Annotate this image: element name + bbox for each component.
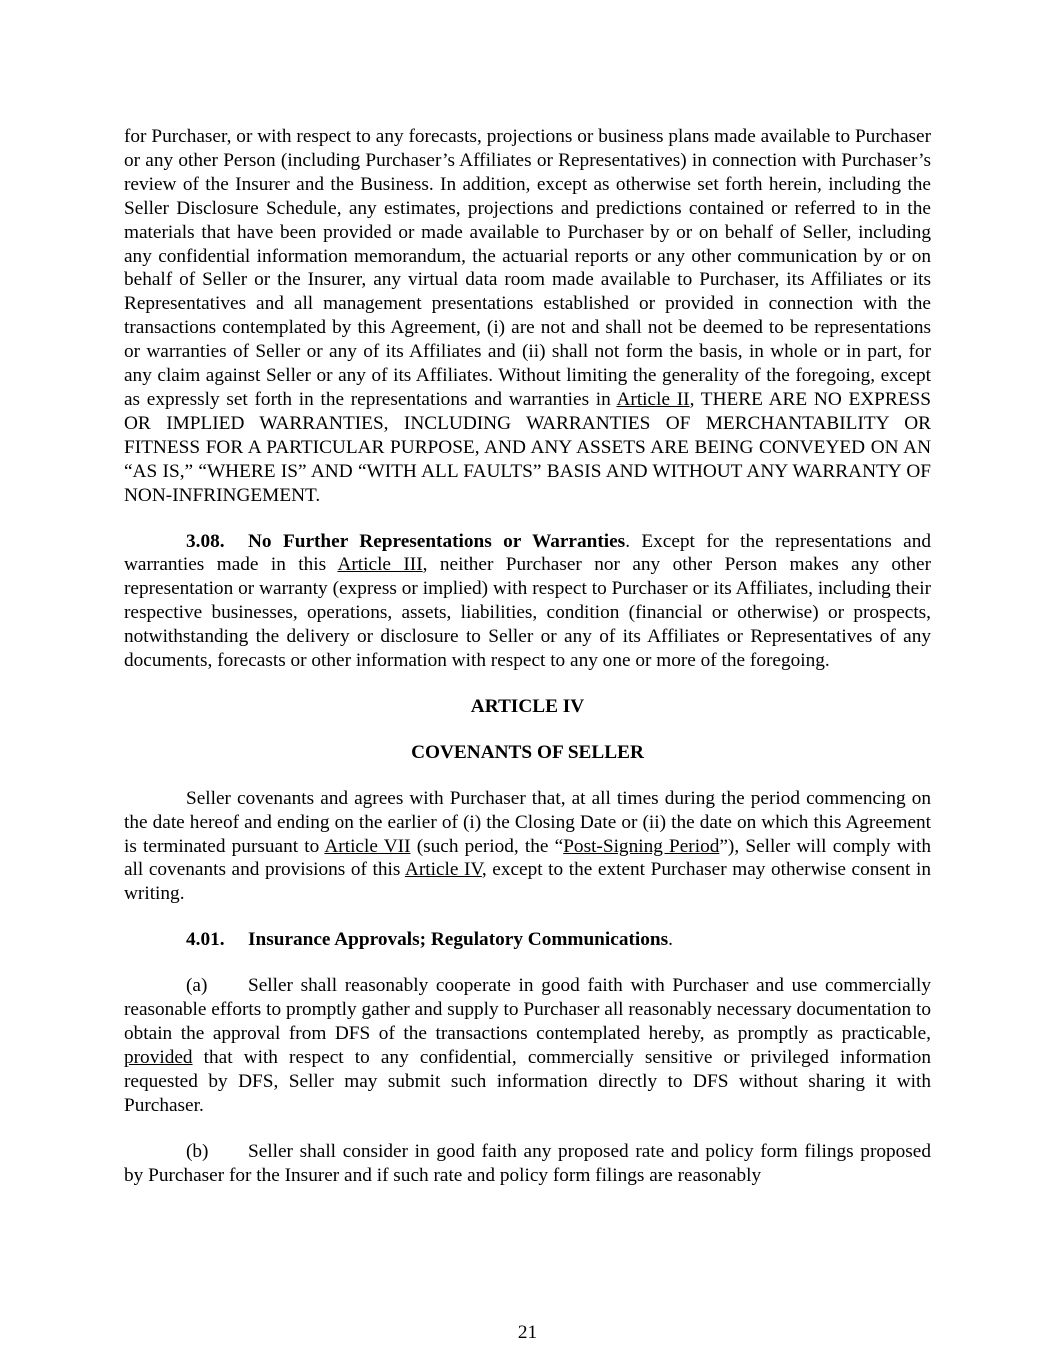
section-title: Insurance Approvals; Regulatory Communications: [248, 929, 669, 951]
section-number: 4.01.: [186, 929, 225, 951]
section-3-08-paragraph: 3.08. No Further Representations or Warranties. Except for the representations and warranties made in this Article III, neither Purchaser nor any other Person makes any other representation or warranty (express or implied) with respect to Purchaser or its Affiliates, including their respective businesses, operations, assets, liabilities, condition (financial or otherwise) or prospects, notwithstanding the delivery or disclosure to Seller or any of its Affiliates or Representatives of any documents, forecasts or other information with respect to any one or more of the foregoing.: [124, 530, 932, 672]
subparagraph-a: (a) Seller shall reasonably cooperate in good faith with Purchaser and use commercially reasonable efforts to promptly gather and supply to Purchaser all reasonably necessary documentation to obtain the approval from DFS of the transactions contemplated hereby, as promptly as practicable, provided that with respect to any confidential, commercially sensitive or privileged information requested by DFS, Seller may submit such information directly to DFS without sharing it with Purchaser.: [124, 975, 931, 1116]
article-vii-reference: Article VII: [324, 835, 411, 857]
section-4-01-heading: 4.01. Insurance Approvals; Regulatory Communications.: [186, 929, 673, 951]
article-iii-reference: Article III: [337, 554, 423, 576]
document-page: [124, 125, 931, 1187]
article-heading: ARTICLE IV: [470, 695, 585, 717]
continuation-paragraph: for Purchaser, or with respect to any forecasts, projections or business plans made available to Purchaser or any other Person (including Purchaser’s Affiliates or Representatives) in connection with Purchaser’s review of the Insurer and the Business. In addition, except as otherwise set forth herein, including the Seller Disclosure Schedule, any estimates, projections and predictions contained or referred to in the materials that have been provided or made available to Purchaser by or on behalf of Seller, including any confidential information memorandum, the actuarial reports or any other communication by or on behalf of Seller or the Insurer, any virtual data room made available to Purchaser, its Affiliates or its Representatives and all management presentations established or provided in connection with the transactions contemplated by this Agreement, (i) are not and shall not be deemed to be representations or warranties of Seller or any of its Affiliates and (ii) shall not form the basis, in whole or in part, for any claim against Seller or any of its Affiliates. Without limiting the generality of the foregoing, except as expressly set forth in the representations and warranties in Article II, THERE ARE NO EXPRESS OR IMPLIED WARRANTIES, INCLUDING WARRANTIES OF MERCHANTABILITY OR FITNESS FOR A PARTICULAR PURPOSE, AND ANY ASSETS ARE BEING CONVEYED ON AN “AS IS,” “WHERE IS” AND “WITH ALL FAULTS” BASIS AND WITHOUT ANY WARRANTY OF NON-INFRINGEMENT.: [124, 126, 931, 506]
subparagraph-label: (a): [186, 975, 208, 997]
article-iv-reference: Article IV: [404, 859, 482, 881]
defined-term: Post-Signing Period: [563, 835, 720, 857]
covenants-intro-paragraph: Seller covenants and agrees with Purchaser that, at all times during the period commencing on the date hereof and ending on the earlier of (i) the Closing Date or (ii) the date on which this Agreement is terminated pursuant to Article VII (such period, the “Post-Signing Period”), Seller will comply with all covenants and provisions of this Article IV, except to the extent Purchaser may otherwise consent in writing.: [124, 787, 931, 905]
section-title: No Further Representations or Warranties: [248, 530, 626, 552]
subparagraph-label: (b): [186, 1140, 209, 1162]
subparagraph-b: (b) Seller shall consider in good faith any proposed rate and policy form filings proposed by Purchaser for the Insurer and if such rate and policy form filings are reasonably: [124, 1140, 931, 1186]
article-ii-reference: Article II: [616, 388, 690, 410]
section-number: 3.08.: [186, 530, 225, 552]
article-title: COVENANTS OF SELLER: [411, 741, 644, 763]
page-number: 21: [517, 1322, 538, 1343]
provided-term: provided: [124, 1046, 193, 1068]
